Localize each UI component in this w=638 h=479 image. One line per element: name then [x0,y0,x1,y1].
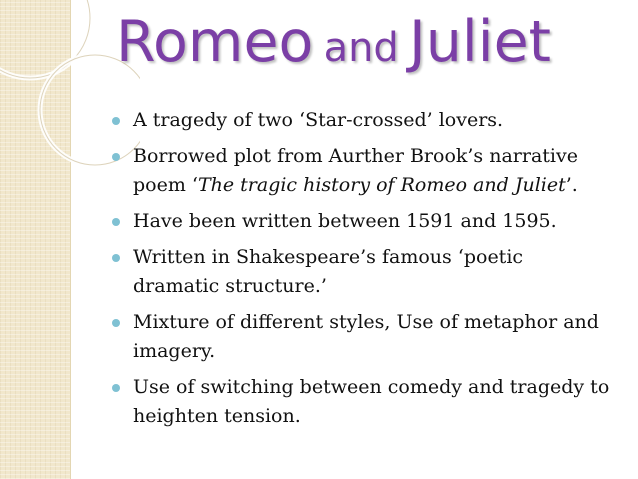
bullet-item: A tragedy of two ‘Star-crossed’ lovers. [111,106,611,135]
title-word-juliet: Juliet [409,9,552,75]
bullet-text: ’. [565,174,578,196]
bullet-list [111,106,611,438]
slide-title [116,9,552,75]
bullet-item: Use of switching between comedy and tragedy to heighten tension. [111,373,611,431]
bullet-item [111,142,611,200]
bullet-item: Written in Shakespeare’s famous ‘poetic dramatic structure.’ [111,243,611,301]
bullet-item: Mixture of different styles, Use of metaphor and imagery. [111,308,611,366]
title-word-and: and [323,25,399,71]
title-word-romeo: Romeo [116,9,314,75]
bullet-item: Have been written between 1591 and 1595. [111,207,611,236]
poem-title: The tragic history of Romeo and Juliet [197,174,566,196]
bullet-text: Borrowed plot from Aurther Brook’s narrative poem ‘ [133,145,578,196]
